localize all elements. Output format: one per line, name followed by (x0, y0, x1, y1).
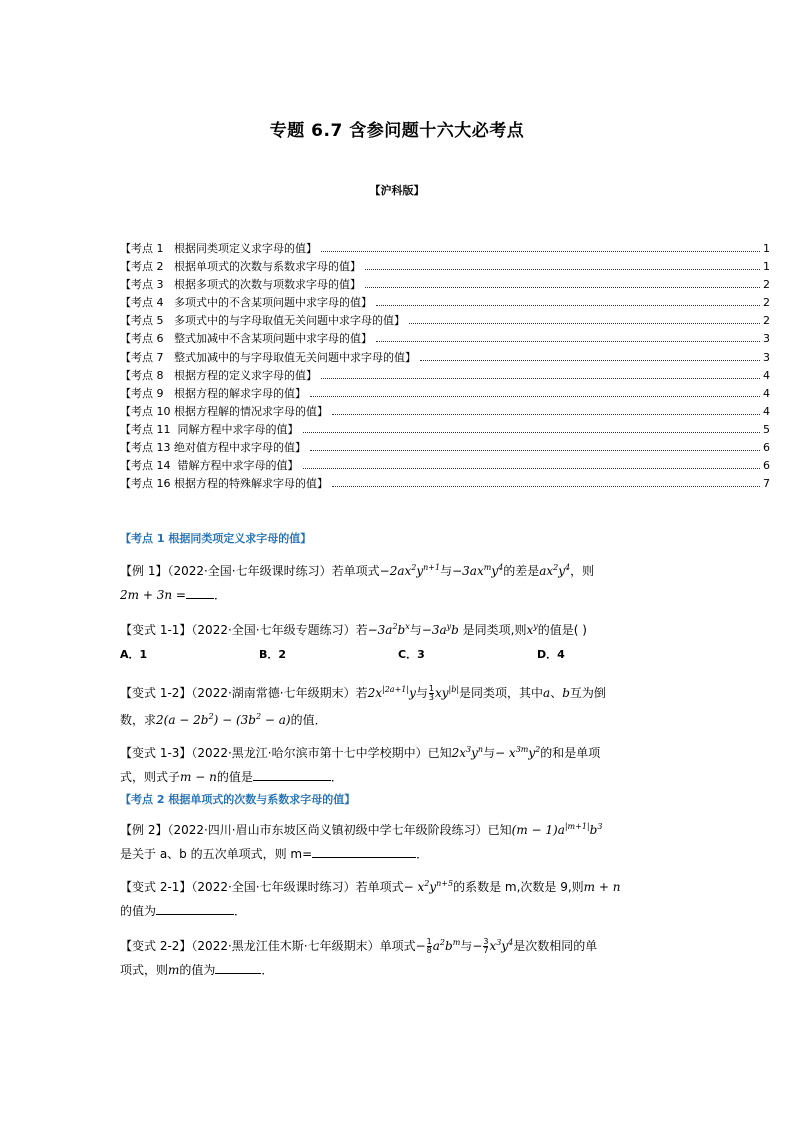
variant-tag: 【变式 1-2】 (120, 686, 192, 700)
toc-dot-leader (376, 304, 760, 306)
answer-blank[interactable] (215, 972, 261, 974)
toc-entry[interactable] (120, 312, 770, 330)
question-text: 的差是 (503, 564, 540, 578)
math-expression: $-2ax^2y^{n+1}$ (379, 563, 441, 578)
toc-entry[interactable] (120, 330, 770, 348)
edition-label: 【沪科版】 (369, 184, 425, 197)
toc-entry[interactable] (120, 475, 770, 493)
question-text: 的值． (290, 713, 327, 727)
variant-1-1 (120, 615, 680, 642)
variant-source: （2022·全国·七年级专题练习） (191, 623, 356, 637)
toc-dot-leader (321, 377, 760, 379)
question-text: 的系数是 m,次数是 9,则 (453, 880, 584, 894)
toc-page-number: 3 (763, 332, 770, 346)
toc-page-number: 1 (763, 260, 770, 274)
question-text: ． (213, 588, 226, 602)
question-text: 的值为 (120, 904, 157, 918)
toc-dot-leader (321, 250, 760, 252)
toc-entry-label: 【考点 6 整式加减中不含某项问题中求字母的值】 (120, 332, 372, 346)
main-content (120, 530, 680, 982)
math-expression: $x^y$ (526, 622, 538, 637)
section-heading-1: 【考点 1 根据同类项定义求字母的值】 (120, 532, 312, 545)
math-expression: − $x^{3m}y^2$ (495, 745, 541, 760)
toc-entry-label: 【考点 10 根据方程解的情况求字母的值】 (120, 404, 328, 418)
question-text: 项式，则 (120, 963, 169, 977)
toc-page-number: 7 (763, 477, 770, 491)
example-tag: 【例 1】 (120, 564, 168, 578)
variant-2-2 (120, 931, 680, 982)
toc-entry-label: 【考点 16 根据方程的特殊解求字母的值】 (120, 477, 328, 491)
toc-page-number: 5 (763, 422, 770, 436)
toc-page-number: 2 (763, 314, 770, 328)
toc-dot-leader (376, 340, 760, 342)
math-expression: $2x^3y^n$ (451, 745, 484, 760)
variant-source: （2022·全国·七年级课时练习） (191, 880, 356, 894)
math-expression: $-3a^2b^x$ (367, 622, 410, 637)
question-text: 的值为 (179, 963, 216, 977)
toc-page-number: 2 (763, 278, 770, 292)
toc-dot-leader (420, 359, 760, 361)
example-2 (120, 815, 680, 866)
toc-entry-label: 【考点 5 多项式中的与字母取值无关问题中求字母的值】 (120, 314, 405, 328)
math-expression: $2x^{|2a+1|}y$ (367, 685, 416, 700)
toc-page-number: 4 (763, 404, 770, 418)
toc-entry[interactable] (120, 421, 770, 439)
math-var: a (543, 686, 551, 700)
question-text: 若 (355, 623, 368, 637)
question-text: 若单项式 (355, 880, 404, 894)
toc-page-number: 1 (763, 242, 770, 255)
question-text: 单项式 (379, 939, 416, 953)
question-text: 是关于 a、b 的五次单项式，则 m= (120, 847, 313, 861)
question-text: 是次数相同的单 (513, 939, 598, 953)
toc-dot-leader (365, 268, 760, 270)
toc-entry-label: 【考点 2 根据单项式的次数与系数求字母的值】 (120, 260, 361, 274)
question-text: 与 (483, 746, 496, 760)
answer-blank[interactable] (253, 779, 331, 781)
toc-dot-leader (303, 431, 761, 433)
example-source: （2022·四川·眉山市东坡区尚义镇初级中学七年级阶段练习） (167, 823, 488, 837)
math-expression: m − n (180, 770, 217, 784)
toc-page-number: 6 (763, 441, 770, 455)
toc-entry-label: 【考点 3 根据多项式的次数与项数求字母的值】 (120, 278, 361, 292)
question-text: 的值是 (216, 770, 253, 784)
toc-entry-label: 【考点 4 多项式中的不含某项问题中求字母的值】 (120, 296, 372, 310)
variant-source: （2022·湖南常德·七年级期末） (191, 686, 356, 700)
toc-dot-leader (310, 395, 760, 397)
variant-tag: 【变式 2-1】 (120, 880, 192, 894)
question-text: 与 (460, 939, 473, 953)
toc-entry-label: 【考点 11 同解方程中求字母的值】 (120, 422, 299, 436)
toc-entry[interactable] (120, 457, 770, 475)
math-expression: m + n (583, 880, 621, 894)
variant-1-3 (120, 738, 680, 789)
example-1 (120, 556, 680, 607)
answer-blank[interactable] (156, 913, 234, 915)
toc-dot-leader (365, 286, 760, 288)
question-text: 已知 (427, 746, 452, 760)
example-source: （2022·全国·七年级课时练习） (167, 564, 332, 578)
toc-page-number: 2 (763, 296, 770, 310)
answer-blank[interactable] (312, 856, 416, 858)
answer-blank[interactable] (186, 597, 214, 599)
question-text: 数，求 (120, 713, 157, 727)
math-expression: $x^3y^4$ (489, 938, 514, 953)
section-heading-2: 【考点 2 根据单项式的次数与系数求字母的值】 (120, 793, 356, 806)
toc-entry[interactable] (120, 349, 770, 367)
question-text: 互为倒 (569, 686, 606, 700)
question-text: 若 (355, 686, 368, 700)
question-text: ． (330, 770, 343, 784)
toc-page-number: 3 (763, 350, 770, 364)
question-text: ，则 (570, 564, 595, 578)
math-expression: $(m - 1)a^{|m+1|}b^3$ (511, 822, 603, 837)
math-expression: − $x^2y^{n+5}$ (403, 879, 454, 894)
toc-dot-leader (332, 485, 760, 487)
question-text: 的和是单项 (540, 746, 601, 760)
question-text: ． (234, 904, 247, 918)
variant-1-2 (120, 678, 680, 732)
math-sign: − (415, 939, 426, 953)
fraction: $\frac{1}{8}$ (426, 937, 432, 955)
toc-entry[interactable] (120, 367, 770, 385)
question-text: 与 (415, 686, 428, 700)
question-text: 、 (550, 686, 563, 700)
example-tag: 【例 2】 (120, 823, 168, 837)
toc-entry[interactable] (120, 439, 770, 457)
question-text: ． (416, 847, 429, 861)
variant-source: （2022·黑龙江佳木斯·七年级期末） (191, 939, 380, 953)
toc-dot-leader (409, 322, 760, 324)
choice-a[interactable]: A．1 (120, 648, 148, 661)
toc-dot-leader (310, 449, 760, 451)
variant-tag: 【变式 1-3】 (120, 746, 192, 760)
variant-tag: 【变式 2-2】 (120, 939, 192, 953)
math-var: b (562, 686, 570, 700)
toc-entry-label: 【考点 7 整式加减中的与字母取值无关问题中求字母的值】 (120, 350, 416, 364)
choice-b[interactable]: B．2 (259, 648, 287, 661)
math-var: m (168, 963, 180, 977)
toc-dot-leader (303, 467, 761, 469)
variant-source: （2022·黑龙江·哈尔滨市第十七中学校期中） (191, 746, 428, 760)
toc-page-number: 6 (763, 459, 770, 473)
math-expression: $a^2b^m$ (432, 938, 461, 953)
toc-entry-label: 【考点 9 根据方程的解求字母的值】 (120, 386, 306, 400)
fraction: $\frac{3}{7}$ (483, 937, 489, 955)
toc-dot-leader (332, 413, 760, 415)
math-expression: 2m + 3n = (120, 588, 186, 602)
variant-tag: 【变式 1-1】 (120, 623, 192, 637)
question-text: 是同类项,则 (458, 623, 527, 637)
toc-page-number: 4 (763, 386, 770, 400)
math-expression: $2(a - 2b^2) - (3b^2 - a)$ (156, 712, 291, 727)
toc-entry-label: 【考点 8 根据方程的定义求字母的值】 (120, 368, 317, 382)
toc-entry-label: 【考点 13 绝对值方程中求字母的值】 (120, 441, 306, 455)
question-text: ． (261, 963, 274, 977)
toc-entry-label: 【考点 1 根据同类项定义求字母的值】 (120, 242, 317, 255)
question-text: 是同类项，其中 (459, 686, 544, 700)
fraction: $\frac{1}{3}$ (428, 684, 434, 702)
document-title: 专题 6.7 含参问题十六大必考点 (269, 121, 525, 141)
toc-page-number: 4 (763, 368, 770, 382)
question-text: 若单项式 (331, 564, 380, 578)
question-text: 的值是( ) (537, 623, 587, 637)
variant-2-1 (120, 872, 680, 923)
toc-entry[interactable] (120, 240, 770, 258)
math-expression: $ax^2y^4$ (539, 563, 571, 578)
question-text: 与 (440, 564, 453, 578)
question-text: 已知 (487, 823, 512, 837)
toc-entry[interactable] (120, 294, 770, 312)
toc-entry[interactable] (120, 276, 770, 294)
toc-entry[interactable] (120, 258, 770, 276)
math-expression: $-3ax^my^4$ (452, 563, 504, 578)
question-text: 式，则式子 (120, 770, 181, 784)
question-text: 与 (409, 623, 422, 637)
math-expression: $-3a^yb$ (421, 622, 459, 637)
choice-c[interactable]: C．3 (398, 648, 425, 661)
toc-entry-label: 【考点 14 错解方程中求字母的值】 (120, 459, 299, 473)
toc-entry[interactable] (120, 385, 770, 403)
choice-d[interactable]: D．4 (537, 648, 565, 661)
choice-list (120, 646, 680, 662)
table-of-contents (120, 240, 770, 493)
math-expression: $xy^{|b|}$ (434, 685, 460, 700)
math-sign: − (472, 939, 483, 953)
toc-entry[interactable] (120, 403, 770, 421)
